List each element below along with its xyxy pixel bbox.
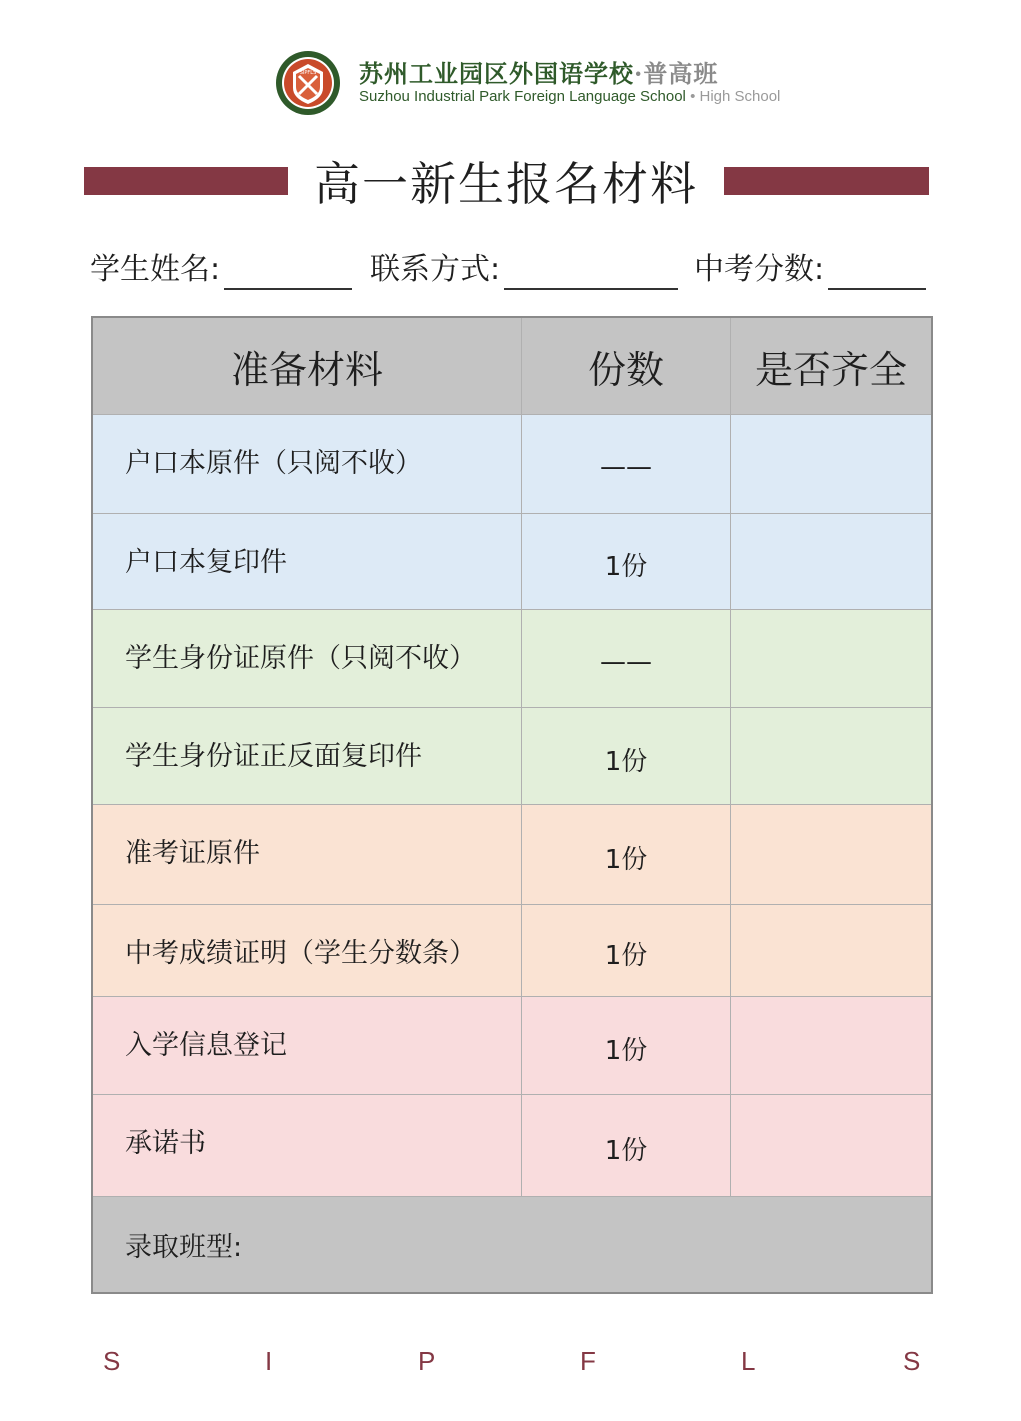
row-count: 1份 <box>522 1095 731 1196</box>
score-field[interactable] <box>694 250 926 290</box>
letter-s-end: S <box>903 1346 921 1376</box>
header-materials: 准备材料 <box>93 318 522 414</box>
school-logo-block <box>275 50 781 116</box>
row-count: —— <box>522 415 731 513</box>
row-item: 学生身份证原件（只阅不收） <box>93 610 522 707</box>
row-count: 1份 <box>522 514 731 609</box>
row-item: 中考成绩证明（学生分数条） <box>93 905 522 996</box>
admission-class-row[interactable] <box>93 1197 931 1292</box>
contact-label: 联系方式: <box>370 252 501 287</box>
row-check-cell[interactable] <box>731 905 931 996</box>
row-check-cell[interactable] <box>731 805 931 904</box>
row-check-cell[interactable] <box>731 610 931 707</box>
contact-field[interactable] <box>370 250 678 290</box>
title-bar-right <box>724 167 929 195</box>
row-item: 户口本复印件 <box>93 514 522 609</box>
school-suffix-en: • High School <box>690 88 781 105</box>
student-name-label: 学生姓名: <box>90 252 221 287</box>
row-check-cell[interactable] <box>731 997 931 1094</box>
row-count: 1份 <box>522 905 731 996</box>
score-label: 中考分数: <box>694 252 825 287</box>
row-check-cell[interactable] <box>731 514 931 609</box>
school-suffix-cn: ·普高班 <box>634 59 719 88</box>
table-row <box>93 708 931 805</box>
student-name-field[interactable] <box>90 250 352 290</box>
school-name-en: Suzhou Industrial Park Foreign Language School • High School <box>359 88 781 105</box>
table-row <box>93 805 931 905</box>
row-check-cell[interactable] <box>731 415 931 513</box>
table-row <box>93 415 931 514</box>
bottom-letters <box>0 1346 1021 1386</box>
row-count: 1份 <box>522 805 731 904</box>
contact-blank[interactable] <box>504 254 678 290</box>
student-name-blank[interactable] <box>224 254 352 290</box>
table-header-row <box>93 318 931 415</box>
row-count: 1份 <box>522 708 731 804</box>
seal-text: SIPFLS <box>299 70 317 76</box>
header-count: 份数 <box>522 318 731 414</box>
row-count: 1份 <box>522 997 731 1094</box>
row-item: 入学信息登记 <box>93 997 522 1094</box>
table-row <box>93 997 931 1095</box>
table-row <box>93 905 931 997</box>
table-row <box>93 1095 931 1197</box>
school-name-cn: 苏州工业园区外国语学校·普高班 <box>359 59 719 88</box>
letter-f: F <box>580 1346 596 1376</box>
row-item: 户口本原件（只阅不收） <box>93 415 522 513</box>
title-bar-left <box>84 167 288 195</box>
school-seal-icon <box>275 50 341 116</box>
table-row <box>93 514 931 610</box>
letter-l: L <box>741 1346 756 1376</box>
row-count: —— <box>522 610 731 707</box>
materials-table <box>91 316 933 1294</box>
student-info-line <box>90 250 935 294</box>
table-row <box>93 610 931 708</box>
page-title: 高一新生报名材料 <box>314 157 698 211</box>
row-item: 承诺书 <box>93 1095 522 1196</box>
letter-s: S <box>103 1346 121 1376</box>
row-check-cell[interactable] <box>731 1095 931 1196</box>
header-complete: 是否齐全 <box>754 347 907 392</box>
row-check-cell[interactable] <box>731 708 931 804</box>
letter-p: P <box>418 1346 436 1376</box>
row-item: 准考证原件 <box>93 805 522 904</box>
score-blank[interactable] <box>828 254 926 290</box>
letter-i: I <box>265 1346 273 1376</box>
row-item: 学生身份证正反面复印件 <box>93 708 522 804</box>
admission-class-label: 录取班型: <box>125 1232 243 1263</box>
